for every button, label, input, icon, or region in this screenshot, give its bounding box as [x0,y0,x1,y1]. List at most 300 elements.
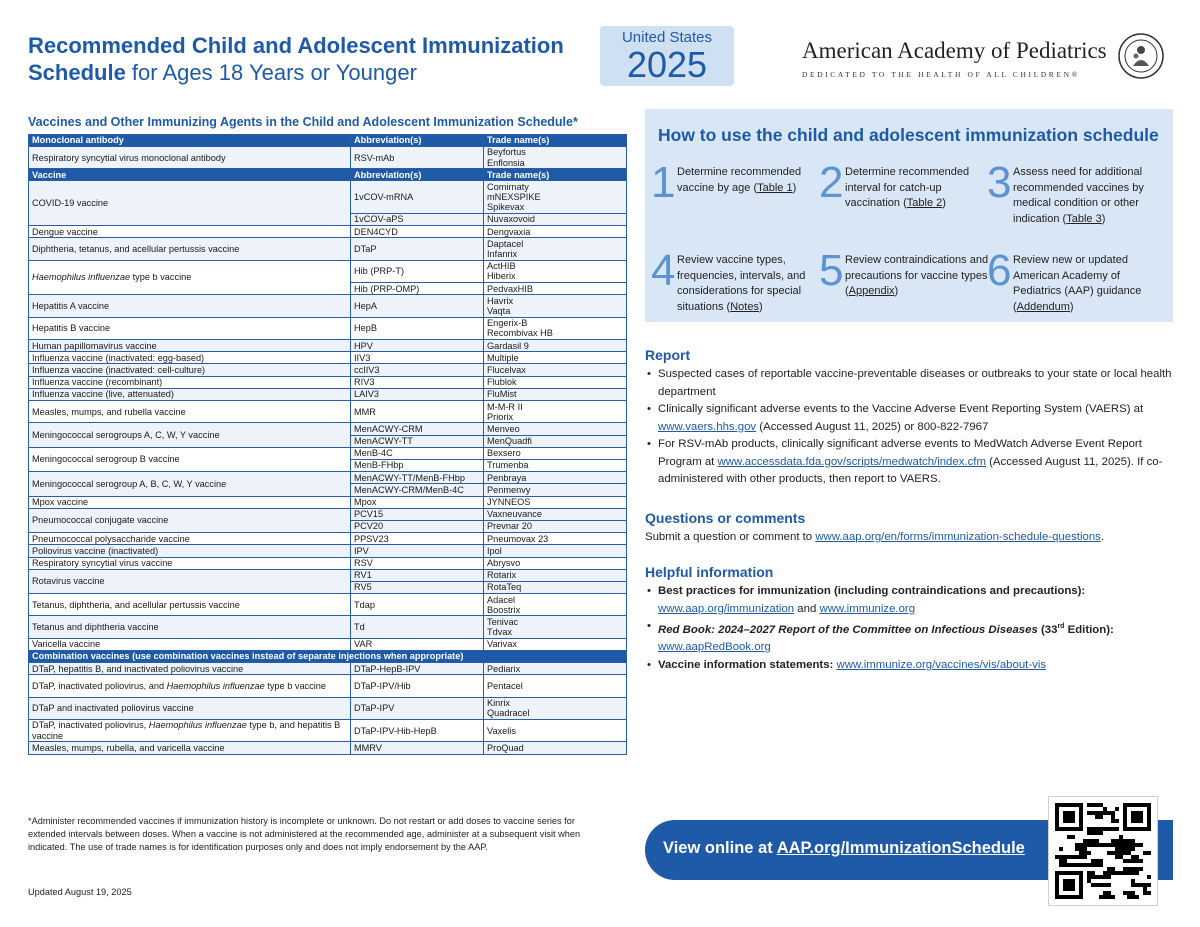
step-link[interactable]: Table 3 [1066,212,1102,225]
qr-module [1119,835,1123,839]
qr-module [1075,855,1079,859]
qr-module [1095,811,1099,815]
qr-module [1087,839,1091,843]
qr-module [1123,847,1127,851]
qr-module [1087,803,1091,807]
qr-module [1111,895,1115,899]
qr-module [1111,871,1115,875]
vaccine-trade [484,364,627,376]
trade-name: Infanrix [487,249,518,260]
vaccine-abbrev: DTaP-IPV [351,697,484,719]
qr-code-icon[interactable] [1048,796,1158,906]
vaccine-abbrev: ccIIV3 [351,364,484,376]
trade-name: Flucelvax [487,364,526,375]
vaccine-name: Pneumococcal conjugate vaccine [29,508,351,532]
vaccine-abbrev: 1vCOV-aPS [351,213,484,225]
col-abbrev-header: Abbreviation(s) [351,169,484,181]
qr-module [1063,855,1067,859]
step-desc: Determine recommended vaccine by age [677,166,802,194]
qr-module [1087,827,1091,831]
qr-module [1103,895,1107,899]
qr-module [1107,811,1111,815]
qr-module [1107,843,1111,847]
qr-module [1095,863,1099,867]
vaccine-abbrev: RV1 [351,569,484,581]
qr-code-graphic [1055,803,1151,899]
questions-link[interactable]: www.aap.org/en/forms/immunization-schedule-questions [815,531,1101,543]
step-number: 6 [987,246,1012,295]
qr-module [1079,843,1083,847]
trade-name: Priorix [487,411,514,422]
report-item-3 [645,436,1175,489]
vaccine-name: Influenza vaccine (live, attenuated) [29,388,351,400]
vaccine-abbrev: MenACWY-CRM [351,423,484,435]
trade-name: Enflonsia [487,157,525,168]
vaccine-abbrev: IPV [351,545,484,557]
qr-module [1131,859,1135,863]
step-number: 4 [651,246,676,295]
vaccine-name: Tetanus, diphtheria, and acellular pertussis vaccine [29,594,351,616]
col-trade-header: Trade name(s) [484,135,627,147]
qr-module [1143,887,1147,891]
qr-module [1123,871,1127,875]
table-row [29,697,627,719]
qr-module [1071,863,1075,867]
qr-module [1067,835,1071,839]
vaccine-name: Human papillomavirus vaccine [29,340,351,352]
step-link[interactable]: Notes [730,300,759,313]
qr-module [1099,811,1103,815]
vaccine-abbrev: PPSV23 [351,533,484,545]
vaccine-trade [484,181,627,214]
vaccine-abbrev: LAIV3 [351,388,484,400]
qr-module [1103,883,1107,887]
vaccine-abbrev: RSV [351,557,484,569]
trade-name: RotaTeq [487,582,522,593]
updated-date: Updated August 19, 2025 [28,887,132,897]
vaccine-name: Mpox vaccine [29,496,351,508]
step-link[interactable]: Addendum [1016,300,1070,313]
qr-module [1115,807,1119,811]
qr-module [1091,883,1095,887]
report-item-3-text: For RSV-mAb products, clinically significant adverse events to MedWatch Adverse Event Report Program at [658,438,1142,468]
qr-module [1067,863,1071,867]
qr-module [1063,863,1067,867]
helpful-item-1 [645,583,1175,618]
title-line-2-bold: Schedule [28,60,126,85]
vaccine-name: DTaP, inactivated poliovirus, and Haemophilus influenzae type b vaccine [29,675,351,697]
qr-module [1075,843,1079,847]
vaccine-abbrev: RSV-mAb [351,147,484,169]
table-row [29,472,627,484]
view-online-link[interactable]: AAP.org/ImmunizationSchedule [776,839,1025,857]
vaccine-name: DTaP, inactivated poliovirus, Haemophilus influenzae type b, and hepatitis B vaccine [29,720,351,742]
vaccine-trade [484,484,627,496]
qr-module [1135,855,1139,859]
table-row [29,663,627,675]
qr-module [1107,883,1111,887]
trade-name: mNEXSPIKE [487,192,541,203]
qr-module [1115,851,1119,855]
trade-name: Daptacel [487,238,524,249]
table-row [29,340,627,352]
vaccine-abbrev: MenACWY-TT/MenB-FHbp [351,472,484,484]
report-item-1: • Suspected cases of reportable vaccine-preventable diseases or outbreaks to your state or local health department [645,366,1175,401]
vaccine-abbrev: HepA [351,295,484,317]
trade-name: Multiple [487,352,519,363]
step-text: Review contraindications and precautions for vaccine types (Appendix) [845,254,989,298]
trade-name: ActHIB [487,261,516,272]
org-name: American Academy of Pediatrics [802,38,1107,63]
qr-module [1087,843,1091,847]
qr-module [1131,839,1135,843]
qr-module [1147,891,1151,895]
vaccine-trade [484,697,627,719]
qr-module [1127,851,1131,855]
qr-module [1147,875,1151,879]
table-row [29,401,627,423]
qr-module [1087,871,1091,875]
qr-module [1107,875,1111,879]
page-title [28,32,598,86]
helpful-item-1-label: Best practices for immunization (including contraindications and precautions): [658,585,1086,597]
qr-module [1099,803,1103,807]
qr-module [1123,891,1127,895]
step-desc: Review contraindications and precautions for vaccine types [845,254,989,282]
vaccine-abbrev: MMR [351,401,484,423]
qr-module [1063,811,1075,823]
helpful-item-2 [645,618,1175,657]
qr-module [1095,883,1099,887]
qr-module [1103,875,1107,879]
section-header-combo [29,651,627,663]
helpful-item-3-label: Vaccine information statements: [658,658,834,671]
vaccine-name: Hepatitis A vaccine [29,295,351,317]
questions-end: . [1100,531,1105,543]
vaccine-trade [484,545,627,557]
qr-module [1139,883,1143,887]
qr-module [1087,831,1091,835]
vaccine-name: Influenza vaccine (inactivated: egg-based) [29,352,351,364]
helpful-title: Helpful information [645,564,774,580]
vaccine-trade [484,663,627,675]
vaers-link[interactable]: www.vaers.hhs.gov [658,420,757,433]
qr-module [1095,839,1099,843]
trade-name: Havrix [487,295,514,306]
vaccine-abbrev: MMRV [351,742,484,754]
qr-module [1099,831,1103,835]
vaccine-abbrev: RV5 [351,581,484,593]
org-tagline: DEDICATED TO THE HEALTH OF ALL CHILDREN® [802,70,1080,79]
qr-module [1103,811,1107,815]
vaccine-name: Pneumococcal polysaccharide vaccine [29,533,351,545]
qr-module [1079,847,1083,851]
table-row [29,376,627,388]
trade-name: Gardasil 9 [487,340,529,351]
step-text: Determine recommended interval for catch-up vaccination (Table 2) [845,166,970,210]
table-row [29,181,627,214]
report-section [645,346,1175,489]
report-item-2-text: Clinically significant adverse events to the Vaccine Adverse Event Reporting System (VAERS) at [658,403,1144,415]
trade-name: Pneumovax 23 [487,533,549,544]
vaccine-abbrev: 1vCOV-mRNA [351,181,484,214]
immunize-org-link[interactable]: www.immunize.org [819,602,916,615]
vaccine-trade [484,447,627,459]
vaccine-trade [484,147,627,169]
vaccine-trade [484,569,627,581]
qr-module [1103,891,1107,895]
qr-module [1135,883,1139,887]
vaccine-trade [484,317,627,339]
helpful-item-3 [645,657,1175,675]
edition-a: (33 [1037,623,1058,636]
qr-module [1071,855,1075,859]
trade-name: Recombivax HB [487,328,553,339]
view-online-text [663,839,1025,858]
qr-module [1143,883,1147,887]
trade-name: Trumenba [487,460,529,471]
table-row [29,226,627,238]
qr-module [1099,827,1103,831]
qr-module [1131,867,1135,871]
trade-name: Engerix-B [487,318,528,329]
how-to-step-4 [651,246,823,329]
qr-module [1123,859,1127,863]
vaccine-abbrev: Mpox [351,496,484,508]
qr-module [1107,867,1111,871]
qr-module [1127,895,1131,899]
vaccine-abbrev: MenACWY-TT [351,435,484,447]
qr-module [1127,859,1131,863]
qr-module [1115,827,1119,831]
trade-name: Bexsero [487,448,521,459]
qr-module [1091,859,1095,863]
vaccine-trade [484,508,627,520]
vaccine-abbrev: DTaP-HepB-IPV [351,663,484,675]
year-label: 2025 [626,44,708,85]
trade-name: Vaqta [487,306,511,317]
qr-module [1119,843,1123,847]
vaccine-name: Influenza vaccine (recombinant) [29,376,351,388]
qr-module [1131,843,1135,847]
aap-immunization-link[interactable]: www.aap.org/immunization [658,602,795,615]
qr-module [1095,827,1099,831]
qr-module [1111,827,1115,831]
qr-module [1091,863,1095,867]
how-to-step-3 [987,158,1159,241]
qr-module [1107,851,1111,855]
vaccine-name: COVID-19 vaccine [29,181,351,226]
vaccine-trade [484,594,627,616]
qr-module [1059,859,1063,863]
qr-module [1103,871,1107,875]
medwatch-link[interactable]: www.accessdata.fda.gov/scripts/medwatch/index.cfm [717,455,986,468]
vaccine-name: DTaP and inactivated poliovirus vaccine [29,697,351,719]
qr-module [1083,839,1087,843]
vaccine-abbrev: DTaP-IPV/Hib [351,675,484,697]
qr-module [1083,843,1087,847]
vaccine-trade [484,295,627,317]
vaccine-trade [484,283,627,295]
vaccine-trade [484,496,627,508]
table-row [29,364,627,376]
vaccine-trade [484,742,627,754]
qr-module [1067,855,1071,859]
table-row [29,423,627,435]
qr-module [1087,879,1091,883]
step-link[interactable]: Table 2 [906,197,943,210]
qr-module [1107,871,1111,875]
country-label: United States [621,29,713,46]
qr-module [1091,843,1095,847]
table-row [29,638,627,650]
trade-name: Rotarix [487,570,517,581]
qr-module [1099,815,1103,819]
vaccine-trade [484,460,627,472]
vaccine-abbrev: VAR [351,638,484,650]
qr-module [1099,859,1103,863]
table-row [29,496,627,508]
col-abbrev-header: Abbreviation(s) [351,135,484,147]
table-row [29,533,627,545]
vaccine-trade [484,557,627,569]
report-title: Report [645,347,691,363]
report-item-2-tail: (Accessed August 11, 2025) or 800-822-7967 [756,420,989,433]
vaccine-name: DTaP, hepatitis B, and inactivated poliovirus vaccine [29,663,351,675]
year-badge [600,26,734,86]
qr-module [1087,811,1091,815]
vaccine-trade [484,260,627,282]
trade-name: Tenivac [487,616,519,627]
helpful-item-2-label: Red Book: 2024–2027 Report of the Committee on Infectious Diseases [658,623,1038,636]
qr-module [1131,811,1143,823]
qr-module [1119,847,1123,851]
vaccine-trade [484,638,627,650]
trade-name: Vaxelis [487,725,516,736]
table-row [29,260,627,282]
vaccine-trade [484,472,627,484]
vaccine-trade [484,376,627,388]
qr-module [1111,843,1115,847]
questions-section [645,509,1175,547]
qr-module [1111,819,1115,823]
vaccine-trade [484,435,627,447]
step-number: 1 [651,158,676,207]
table-row [29,742,627,754]
qr-module [1095,815,1099,819]
vis-link[interactable]: www.immunize.org/vaccines/vis/about-vis [836,658,1047,671]
trade-name: Hiberix [487,271,516,282]
table-row [29,545,627,557]
vaccine-name: Varicella vaccine [29,638,351,650]
trade-name: Quadracel [487,708,530,719]
how-to-step-5 [819,246,991,329]
trade-name: Tdvax [487,627,513,638]
step-text: Determine recommended vaccine by age (Table 1) [677,166,802,194]
qr-module [1095,803,1099,807]
trade-name: Adacel [487,594,516,605]
qr-module [1115,855,1119,859]
qr-module [1127,843,1131,847]
qr-module [1099,895,1103,899]
qr-module [1095,831,1099,835]
qr-module [1079,863,1083,867]
qr-module [1119,851,1123,855]
table-row [29,616,627,638]
vaccine-table [28,134,627,755]
vaccine-trade [484,401,627,423]
vaccine-trade [484,423,627,435]
qr-module [1119,871,1123,875]
table-heading: Vaccines and Other Immunizing Agents in the Child and Adolescent Immunization Schedule* [28,115,578,129]
qr-module [1147,851,1151,855]
vaccine-abbrev: IIV3 [351,352,484,364]
trade-name: Kinrix [487,698,510,709]
qr-module [1099,875,1103,879]
qr-module [1139,859,1143,863]
qr-module [1115,819,1119,823]
qr-module [1063,859,1067,863]
qr-module [1111,867,1115,871]
qr-module [1063,879,1075,891]
step-desc: Review vaccine types, frequencies, intervals, and considerations for special situations [677,254,806,313]
trade-name: Menveo [487,423,520,434]
trade-name: JYNNEOS [487,497,531,508]
edition-sup: rd [1057,623,1065,630]
vaccine-abbrev: MenACWY-CRM/MenB-4C [351,484,484,496]
step-link[interactable]: Table 1 [757,181,793,194]
qr-module [1115,871,1119,875]
how-to-title: How to use the child and adolescent immunization schedule [658,125,1159,145]
qr-module [1111,851,1115,855]
vaccine-abbrev: RIV3 [351,376,484,388]
table-row [29,317,627,339]
vaccine-name: Poliovirus vaccine (inactivated) [29,545,351,557]
vaccine-abbrev: MenB-4C [351,447,484,459]
step-link[interactable]: Appendix [848,285,895,298]
how-to-panel [645,109,1173,322]
vaccine-trade [484,616,627,638]
vaccine-name: Meningococcal serogroup B vaccine [29,447,351,471]
trade-name: Vaxneuvance [487,509,542,520]
edition-b: Edition): [1064,623,1114,636]
qr-module [1111,839,1115,843]
qr-module [1091,831,1095,835]
qr-module [1107,895,1111,899]
questions-title: Questions or comments [645,510,806,526]
qr-module [1111,811,1115,815]
qr-module [1143,851,1147,855]
table-row [29,447,627,459]
qr-module [1103,827,1107,831]
qr-module [1131,895,1135,899]
qr-module [1083,855,1087,859]
vaccine-name: Respiratory syncytial virus monoclonal antibody [29,147,351,169]
qr-module [1091,827,1095,831]
qr-module [1083,851,1087,855]
vaccine-trade [484,720,627,742]
qr-module [1091,839,1095,843]
redbook-link[interactable]: www.aapRedBook.org [658,641,771,654]
qr-module [1055,855,1059,859]
vaccine-name: Meningococcal serogroups A, C, W, Y vaccine [29,423,351,447]
qr-module [1127,871,1131,875]
qr-module [1131,871,1135,875]
table-row [29,569,627,581]
vaccine-name: Influenza vaccine (inactivated: cell-culture) [29,364,351,376]
step-desc: Determine recommended interval for catch-up vaccination [845,166,970,210]
trade-name: M-M-R II [487,401,523,412]
